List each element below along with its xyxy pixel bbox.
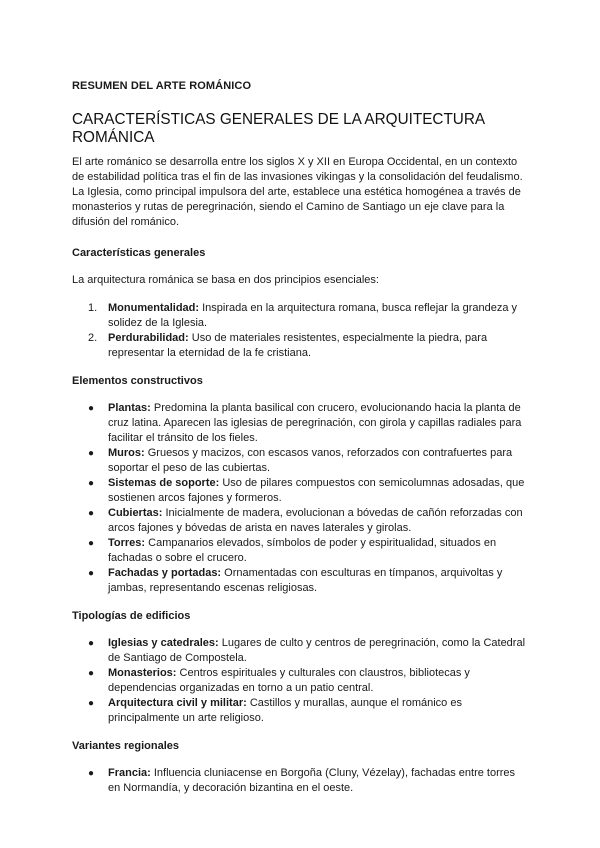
elements-list <box>72 401 530 596</box>
list-item: ● Monasterios: Centros espirituales y culturales con claustros, bibliotecas y dependencias organizadas en torno a un patio central. <box>88 667 470 694</box>
document-title: RESUMEN DEL ARTE ROMÁNICO <box>72 80 252 92</box>
list-item: ● Torres: Campanarios elevados, símbolos de poder y espiritualidad, situados en fachadas o sobre el crucero. <box>88 537 497 564</box>
list-item: 2. Perdurabilidad: Uso de materiales resistentes, especialmente la piedra, para representar la eternidad de la fe cristiana. <box>88 332 488 359</box>
intro-paragraph: El arte románico se desarrolla entre los siglos X y XII en Europa Occidental, en un contexto de estabilidad política tras el fin de las invasiones vikingas y la consolidación del feudalismo. La Iglesia, como principal impulsora del arte, establece una estética homogénea a través de monasterios y rutas de peregrinación, siendo el Camino de Santiago un eje clave para la difusión del románico. <box>72 156 523 228</box>
section-heading-elements: Elementos constructivos <box>72 375 203 387</box>
section-heading-regional: Variantes regionales <box>72 740 179 752</box>
principles-list <box>72 301 530 361</box>
general-lead: La arquitectura románica se basa en dos principios esenciales: <box>72 274 379 286</box>
list-item: ● Arquitectura civil y militar: Castillos y murallas, aunque el románico es principalmente un arte religioso. <box>88 697 462 724</box>
list-item: ● Plantas: Predomina la planta basilical con crucero, evolucionando hacia la planta de cruz latina. Aparecen las iglesias de peregrinación, con girola y capillas radiales para facilitar el tránsito de los fieles. <box>88 402 522 444</box>
list-item: ● Cubiertas: Inicialmente de madera, evolucionan a bóvedas de cañón reforzadas con arcos fajones y bóvedas de arista en naves laterales y girolas. <box>88 507 523 534</box>
list-item: ● Francia: Influencia cluniacense en Borgoña (Cluny, Vézelay), fachadas entre torres en Normandía, y decoración bizantina en el oeste. <box>88 767 516 794</box>
main-heading: CARACTERÍSTICAS GENERALES DE LA ARQUITECTURA ROMÁNICA <box>72 111 485 146</box>
regional-list <box>72 766 530 796</box>
list-item: ● Muros: Gruesos y macizos, con escasos vanos, reforzados con contrafuertes para soportar el peso de las cubiertas. <box>88 447 513 474</box>
section-heading-general: Características generales <box>72 247 206 259</box>
list-item: 1. Monumentalidad: Inspirada en la arquitectura romana, busca reflejar la grandeza y solidez de la Iglesia. <box>88 302 518 329</box>
section-heading-typologies: Tipologías de edificios <box>72 610 191 622</box>
list-item: ● Sistemas de soporte: Uso de pilares compuestos con semicolumnas adosadas, que sostienen arcos fajones y formeros. <box>88 477 525 504</box>
typologies-list <box>72 636 530 726</box>
list-item: ● Iglesias y catedrales: Lugares de culto y centros de peregrinación, como la Catedral de Santiago de Compostela. <box>88 637 526 664</box>
list-item: ● Fachadas y portadas: Ornamentadas con esculturas en tímpanos, arquivoltas y jambas, representando escenas religiosas. <box>88 567 503 594</box>
